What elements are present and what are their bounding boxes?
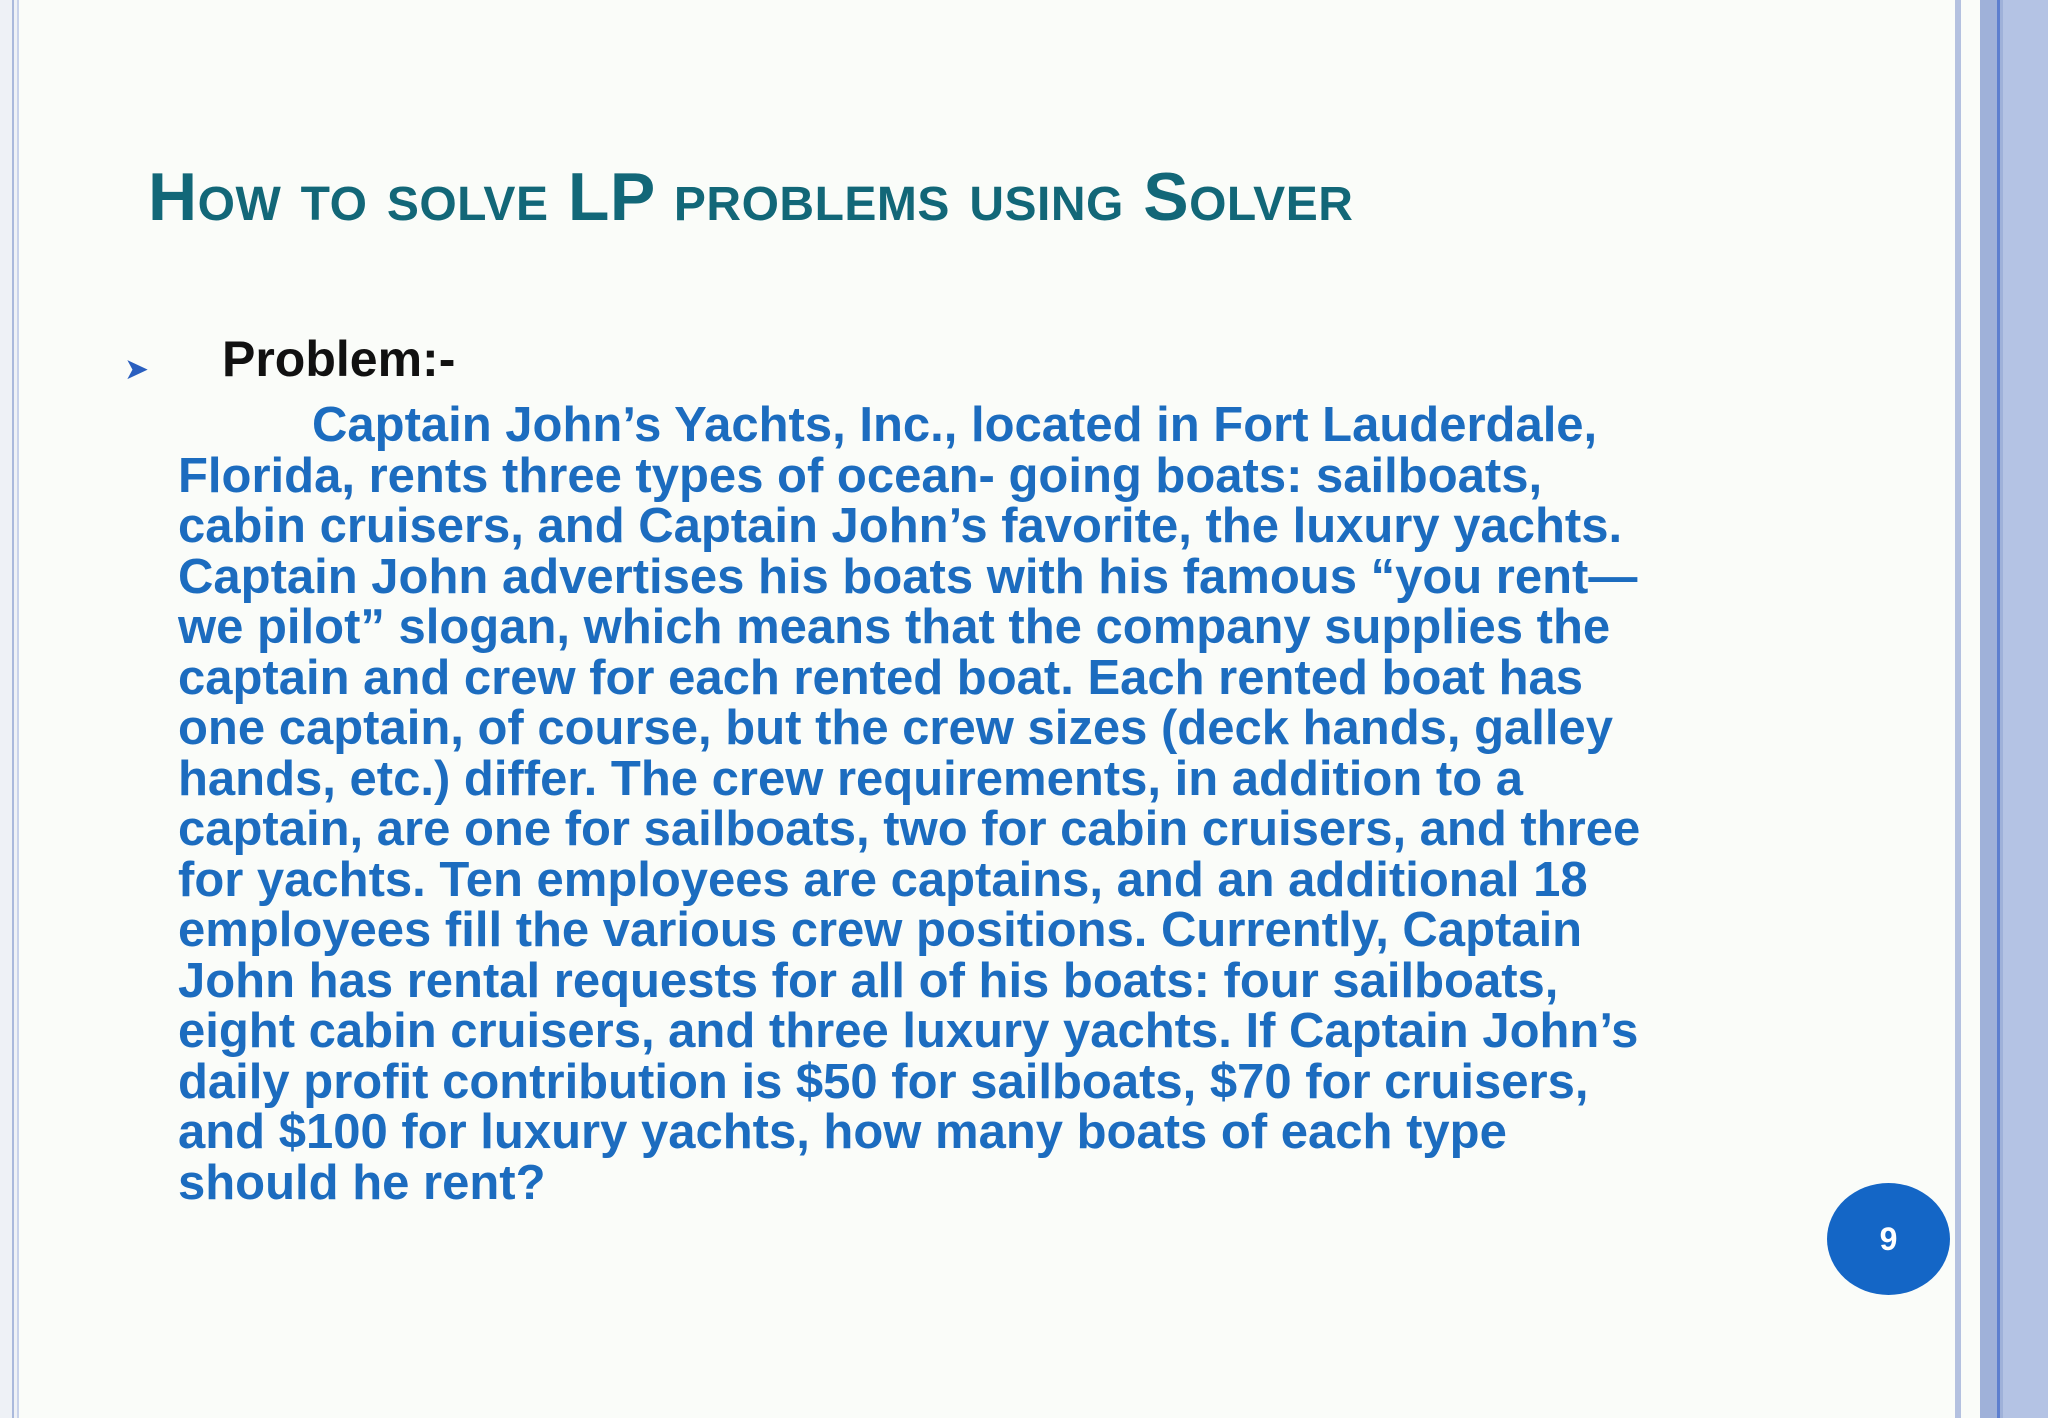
body-line: captain and crew for each rented boat. Each rented boat has	[178, 650, 1584, 705]
body-line: and $100 for luxury yachts, how many boats of each type	[178, 1105, 1507, 1159]
body-line: John has rental requests for all of his boats: four sailboats,	[178, 953, 1559, 1008]
problem-description	[178, 400, 1758, 1208]
body-line: hands, etc.) differ. The crew requirements, in addition to a	[178, 751, 1524, 806]
body-line: Captain John advertises his boats with his famous “you rent—	[178, 549, 1638, 604]
body-line: for yachts. Ten employees are captains, and an additional 18	[178, 852, 1588, 907]
slide-title: How to solve LP problems using Solver	[148, 159, 1354, 235]
body-line: Florida, rents three types of ocean- going boats: sailboats,	[178, 448, 1543, 503]
problem-label: Problem:-	[222, 331, 456, 387]
right-border-decoration	[1955, 0, 2048, 1418]
left-border-decoration	[0, 0, 22, 1418]
body-line: captain, are one for sailboats, two for cabin cruisers, and three	[178, 802, 1641, 856]
body-line: we pilot” slogan, which means that the company supplies the	[178, 600, 1611, 654]
body-line: should he rent?	[178, 1155, 546, 1210]
page-number-badge: 9	[1827, 1183, 1950, 1295]
body-line: cabin cruisers, and Captain John’s favorite, the luxury yachts.	[178, 499, 1623, 553]
body-line: daily profit contribution is $50 for sailboats, $70 for cruisers,	[178, 1054, 1589, 1109]
body-line: eight cabin cruisers, and three luxury yachts. If Captain John’s	[178, 1004, 1639, 1058]
arrow-bullet-icon: ➤	[124, 353, 150, 386]
body-line: one captain, of course, but the crew sizes (deck hands, galley	[178, 701, 1614, 755]
body-line: employees fill the various crew positions. Currently, Captain	[178, 903, 1583, 957]
body-line: Captain John’s Yachts, Inc., located in Fort Lauderdale,	[312, 398, 1598, 452]
